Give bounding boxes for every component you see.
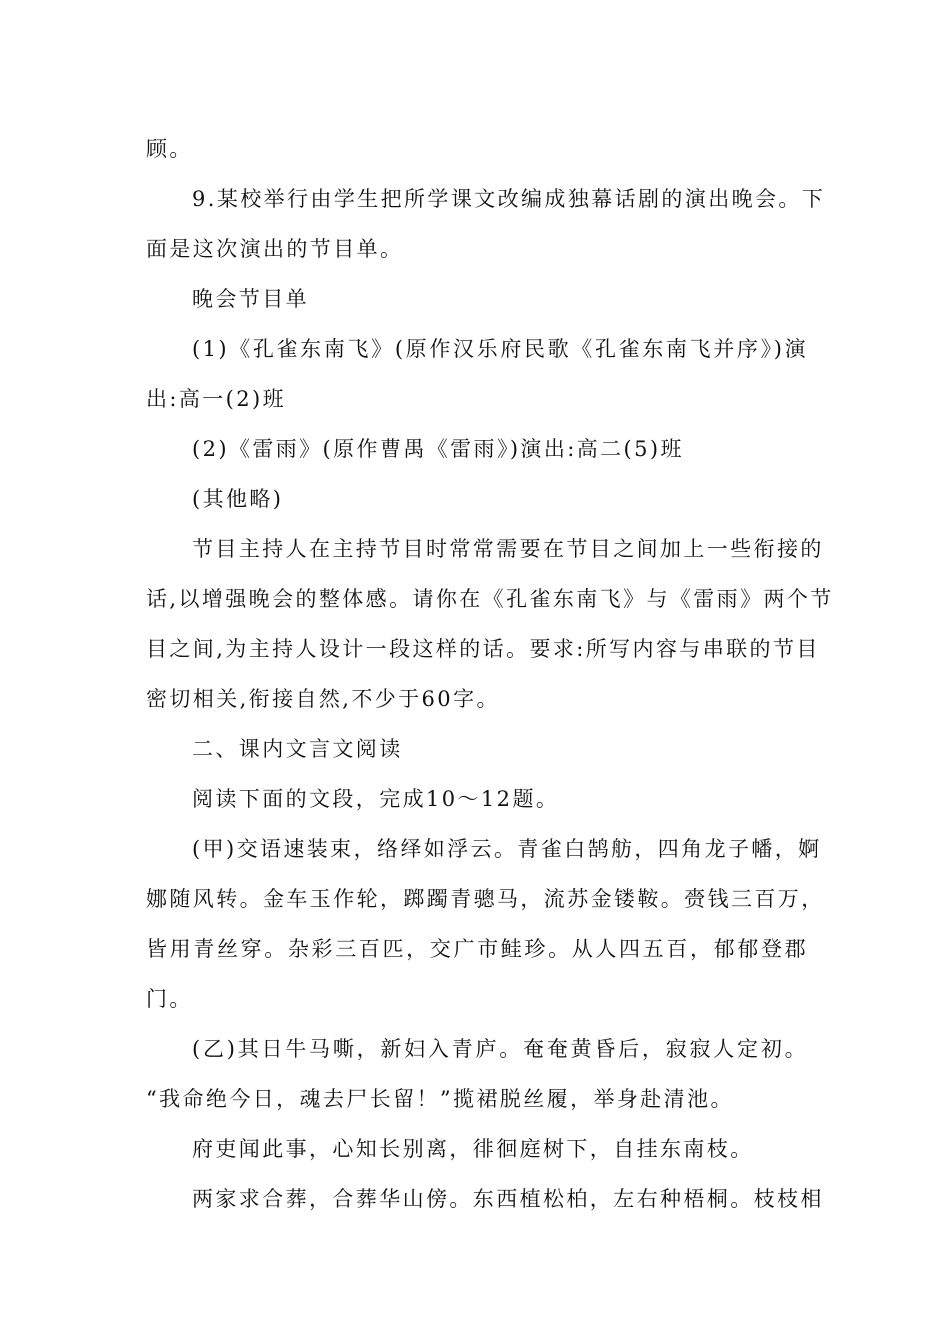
text-line: 节目主持人在主持节目时常常需要在节目之间加上一些衔接的	[192, 537, 824, 561]
text-line: 面是这次演出的节目单。	[146, 237, 404, 261]
passage-jia: (甲)交语速装束，络绎如浮云。青雀白鹄舫，四角龙子幡，婀	[192, 837, 822, 861]
text-line: 话,以增强晚会的整体感。请你在《孔雀东南飞》与《雷雨》两个节	[146, 587, 834, 611]
text-line: 顾。	[146, 137, 193, 161]
text-line: 出:高一(2)班	[146, 387, 287, 411]
passage-yi: (乙)其日牛马嘶，新妇入青庐。奄奄黄昏后，寂寂人定初。	[192, 1037, 808, 1061]
program-title: 晚会节目单	[192, 287, 309, 311]
text-line: 皆用青丝穿。杂彩三百匹，交广市鲑珍。从人四五百，郁郁登郡	[146, 937, 808, 961]
question-9-line: 9.某校举行由学生把所学课文改编成独幕话剧的演出晚会。下	[192, 187, 826, 211]
program-item-2: (2)《雷雨》(原作曹禺《雷雨》)演出:高二(5)班	[192, 437, 684, 461]
program-item-1: (1)《孔雀东南飞》(原作汉乐府民歌《孔雀东南飞并序》)演	[192, 337, 808, 361]
text-line: 目之间,为主持人设计一段这样的话。要求:所写内容与串联的节目	[146, 637, 820, 661]
section-heading: 二、课内文言文阅读	[192, 737, 403, 761]
text-line: 两家求合葬，合葬华山傍。东西植松柏，左右种梧桐。枝枝相	[192, 1187, 824, 1211]
instruction-line: 阅读下面的文段，完成10～12题。	[192, 787, 560, 811]
program-item-other: (其他略)	[192, 487, 284, 511]
text-line: 娜随风转。金车玉作轮，踯躅青骢马，流苏金镂鞍。赍钱三百万，	[146, 887, 825, 911]
text-line: “我命绝今日，魂去尸长留！”揽裙脱丝履，举身赴清池。	[146, 1087, 734, 1111]
text-line: 门。	[146, 987, 193, 1011]
text-line: 密切相关,衔接自然,不少于60字。	[146, 687, 500, 711]
text-line: 府吏闻此事，心知长别离，徘徊庭树下，自挂东南枝。	[192, 1137, 754, 1161]
